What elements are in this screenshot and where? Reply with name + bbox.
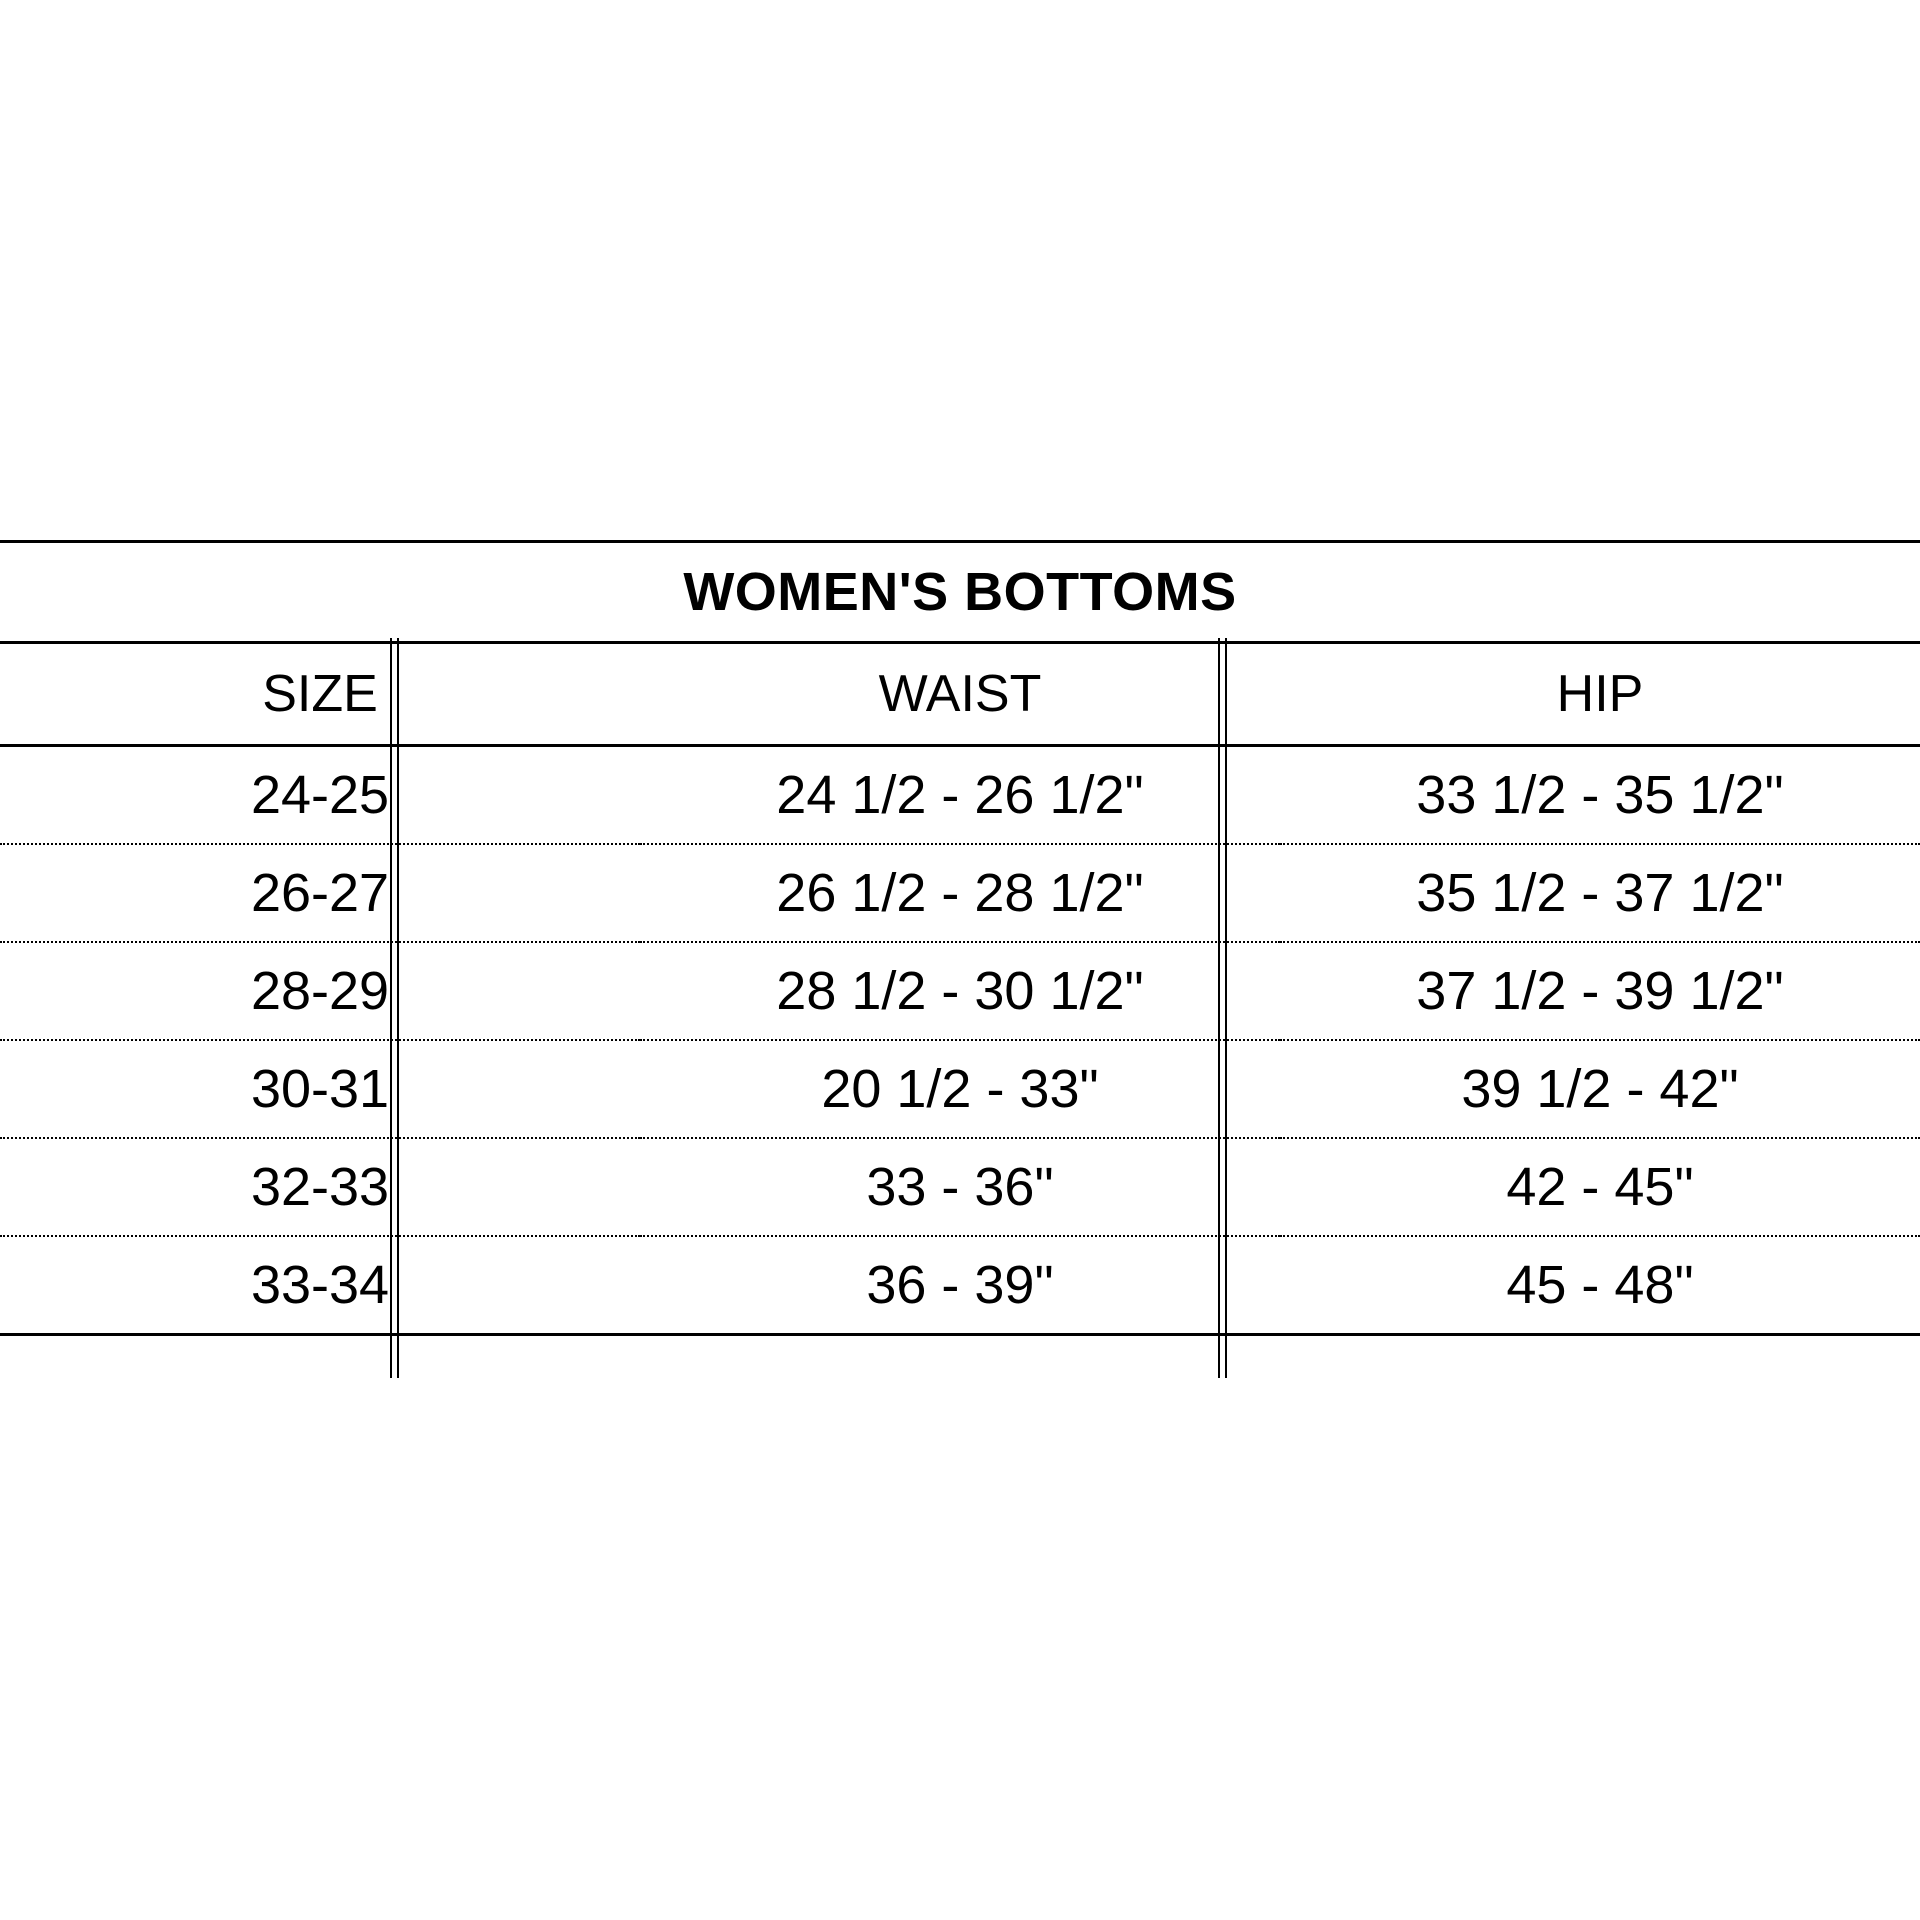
size-table-wrapper [0, 540, 1920, 1336]
column-header-hip: HIP [1280, 643, 1920, 746]
cell-hip: 37 1/2 - 39 1/2" [1280, 942, 1920, 1040]
cell-waist: 33 - 36" [640, 1138, 1280, 1236]
cell-hip: 35 1/2 - 37 1/2" [1280, 844, 1920, 942]
cell-waist: 28 1/2 - 30 1/2" [640, 942, 1280, 1040]
size-chart-sheet [0, 540, 1920, 1336]
cell-size: 32-33 [0, 1138, 640, 1236]
column-divider-waist-hip-inner [1225, 638, 1227, 1378]
cell-hip: 42 - 45" [1280, 1138, 1920, 1236]
cell-waist: 20 1/2 - 33" [640, 1040, 1280, 1138]
column-header-size: SIZE [0, 643, 640, 746]
cell-size: 33-34 [0, 1236, 640, 1335]
cell-size: 26-27 [0, 844, 640, 942]
table-header-row [0, 643, 1920, 746]
cell-waist: 36 - 39" [640, 1236, 1280, 1335]
column-divider-waist-hip [1218, 638, 1220, 1378]
cell-size: 28-29 [0, 942, 640, 1040]
table-title-row [0, 542, 1920, 643]
cell-waist: 24 1/2 - 26 1/2" [640, 746, 1280, 845]
table-row [0, 844, 1920, 942]
column-divider-size-waist-inner [397, 638, 399, 1378]
table-row [0, 746, 1920, 845]
table-row [0, 1236, 1920, 1335]
cell-size: 30-31 [0, 1040, 640, 1138]
column-divider-size-waist [390, 638, 392, 1378]
size-chart-table [0, 540, 1920, 1336]
cell-hip: 33 1/2 - 35 1/2" [1280, 746, 1920, 845]
column-header-waist: WAIST [640, 643, 1280, 746]
table-title: WOMEN'S BOTTOMS [0, 542, 1920, 643]
table-row [0, 1138, 1920, 1236]
table-row [0, 942, 1920, 1040]
table-row [0, 1040, 1920, 1138]
cell-waist: 26 1/2 - 28 1/2" [640, 844, 1280, 942]
cell-hip: 39 1/2 - 42" [1280, 1040, 1920, 1138]
cell-hip: 45 - 48" [1280, 1236, 1920, 1335]
cell-size: 24-25 [0, 746, 640, 845]
